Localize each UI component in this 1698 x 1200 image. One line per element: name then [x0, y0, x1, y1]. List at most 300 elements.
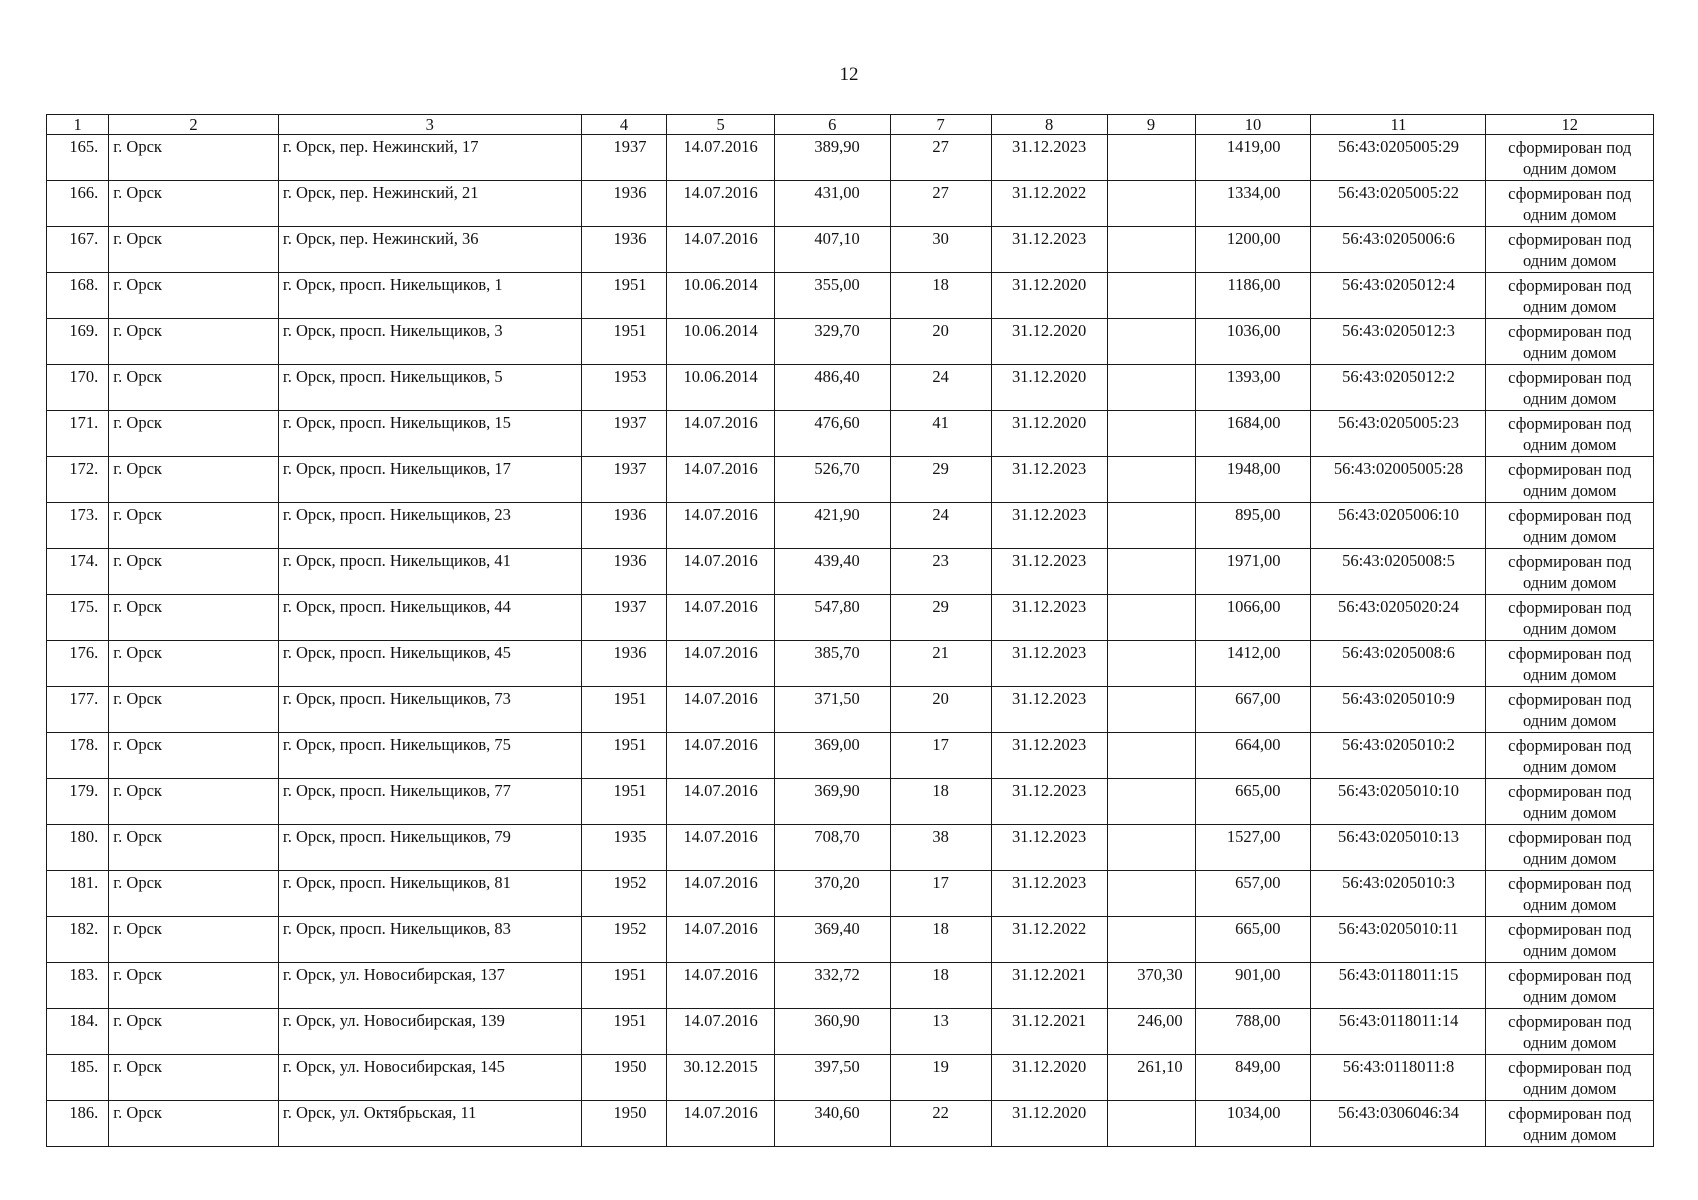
- locality-cell: г. Орск: [109, 1055, 279, 1101]
- deadline-cell: 31.12.2020: [991, 319, 1107, 365]
- residents-cell: 20: [890, 319, 991, 365]
- area-cell: 369,00: [774, 733, 890, 779]
- col9-value-cell: [1107, 319, 1195, 365]
- col9-value-cell: [1107, 595, 1195, 641]
- row-index-cell: 186.: [47, 1101, 109, 1147]
- row-index-cell: 171.: [47, 411, 109, 457]
- cadastral-number-cell: 56:43:0205006:6: [1311, 227, 1486, 273]
- note-cell: сформирован под одним домом: [1486, 779, 1654, 825]
- address-cell: г. Орск, ул. Новосибирская, 137: [278, 963, 581, 1009]
- row-index-cell: 174.: [47, 549, 109, 595]
- column-header-3: 3: [278, 115, 581, 135]
- column-header-1: 1: [47, 115, 109, 135]
- address-cell: г. Орск, ул. Новосибирская, 139: [278, 1009, 581, 1055]
- column-header-7: 7: [890, 115, 991, 135]
- locality-cell: г. Орск: [109, 963, 279, 1009]
- area-cell: 547,80: [774, 595, 890, 641]
- deadline-cell: 31.12.2023: [991, 687, 1107, 733]
- locality-cell: г. Орск: [109, 227, 279, 273]
- col9-value-cell: [1107, 733, 1195, 779]
- locality-cell: г. Орск: [109, 871, 279, 917]
- locality-cell: г. Орск: [109, 1009, 279, 1055]
- residents-cell: 13: [890, 1009, 991, 1055]
- col9-value-cell: [1107, 549, 1195, 595]
- date-cell: 14.07.2016: [667, 135, 774, 181]
- deadline-cell: 31.12.2023: [991, 457, 1107, 503]
- deadline-cell: 31.12.2021: [991, 1009, 1107, 1055]
- area-cell: 397,50: [774, 1055, 890, 1101]
- column-header-12: 12: [1486, 115, 1654, 135]
- col9-value-cell: [1107, 687, 1195, 733]
- page-number: 12: [839, 64, 859, 85]
- area-cell: 486,40: [774, 365, 890, 411]
- area-cell: 355,00: [774, 273, 890, 319]
- cadastral-number-cell: 56:43:0205008:5: [1311, 549, 1486, 595]
- row-index-cell: 185.: [47, 1055, 109, 1101]
- col9-value-cell: [1107, 181, 1195, 227]
- area-cell: 385,70: [774, 641, 890, 687]
- area-cell: 389,90: [774, 135, 890, 181]
- table-row: [47, 135, 1654, 181]
- address-cell: г. Орск, ул. Октябрьская, 11: [278, 1101, 581, 1147]
- col9-value-cell: [1107, 871, 1195, 917]
- area-cell: 407,10: [774, 227, 890, 273]
- residents-cell: 23: [890, 549, 991, 595]
- area-cell: 370,20: [774, 871, 890, 917]
- residents-cell: 18: [890, 963, 991, 1009]
- cadastral-number-cell: 56:43:0205010:2: [1311, 733, 1486, 779]
- row-index-cell: 178.: [47, 733, 109, 779]
- date-cell: 14.07.2016: [667, 825, 774, 871]
- deadline-cell: 31.12.2020: [991, 411, 1107, 457]
- area-cell: 421,90: [774, 503, 890, 549]
- date-cell: 14.07.2016: [667, 917, 774, 963]
- table-row: [47, 457, 1654, 503]
- year-cell: 1951: [581, 733, 667, 779]
- year-cell: 1937: [581, 411, 667, 457]
- land-area-cell: 895,00: [1195, 503, 1311, 549]
- date-cell: 14.07.2016: [667, 411, 774, 457]
- row-index-cell: 177.: [47, 687, 109, 733]
- land-area-cell: 665,00: [1195, 917, 1311, 963]
- residents-cell: 38: [890, 825, 991, 871]
- cadastral-number-cell: 56:43:0205005:22: [1311, 181, 1486, 227]
- date-cell: 14.07.2016: [667, 181, 774, 227]
- area-cell: 332,72: [774, 963, 890, 1009]
- deadline-cell: 31.12.2023: [991, 227, 1107, 273]
- table-row: [47, 825, 1654, 871]
- note-cell: сформирован под одним домом: [1486, 365, 1654, 411]
- address-cell: г. Орск, просп. Никельщиков, 1: [278, 273, 581, 319]
- locality-cell: г. Орск: [109, 1101, 279, 1147]
- land-area-cell: 1971,00: [1195, 549, 1311, 595]
- table-row: [47, 641, 1654, 687]
- address-cell: г. Орск, просп. Никельщиков, 81: [278, 871, 581, 917]
- locality-cell: г. Орск: [109, 641, 279, 687]
- date-cell: 14.07.2016: [667, 733, 774, 779]
- column-header-8: 8: [991, 115, 1107, 135]
- deadline-cell: 31.12.2023: [991, 779, 1107, 825]
- address-cell: г. Орск, просп. Никельщиков, 73: [278, 687, 581, 733]
- locality-cell: г. Орск: [109, 273, 279, 319]
- date-cell: 14.07.2016: [667, 227, 774, 273]
- date-cell: 14.07.2016: [667, 871, 774, 917]
- col9-value-cell: [1107, 457, 1195, 503]
- row-index-cell: 168.: [47, 273, 109, 319]
- table-row: [47, 733, 1654, 779]
- land-area-cell: 1419,00: [1195, 135, 1311, 181]
- cadastral-number-cell: 56:43:0306046:34: [1311, 1101, 1486, 1147]
- row-index-cell: 180.: [47, 825, 109, 871]
- date-cell: 10.06.2014: [667, 319, 774, 365]
- note-cell: сформирован под одним домом: [1486, 733, 1654, 779]
- cadastral-number-cell: 56:43:0118011:14: [1311, 1009, 1486, 1055]
- residents-cell: 41: [890, 411, 991, 457]
- residents-cell: 27: [890, 135, 991, 181]
- deadline-cell: 31.12.2021: [991, 963, 1107, 1009]
- column-header-11: 11: [1311, 115, 1486, 135]
- note-cell: сформирован под одним домом: [1486, 319, 1654, 365]
- row-index-cell: 179.: [47, 779, 109, 825]
- year-cell: 1951: [581, 273, 667, 319]
- row-index-cell: 167.: [47, 227, 109, 273]
- note-cell: сформирован под одним домом: [1486, 1055, 1654, 1101]
- col9-value-cell: 246,00: [1107, 1009, 1195, 1055]
- col9-value-cell: [1107, 825, 1195, 871]
- col9-value-cell: [1107, 641, 1195, 687]
- land-area-cell: 1066,00: [1195, 595, 1311, 641]
- cadastral-number-cell: 56:43:0205020:24: [1311, 595, 1486, 641]
- area-cell: 371,50: [774, 687, 890, 733]
- area-cell: 439,40: [774, 549, 890, 595]
- year-cell: 1952: [581, 871, 667, 917]
- deadline-cell: 31.12.2023: [991, 549, 1107, 595]
- cadastral-number-cell: 56:43:0205012:4: [1311, 273, 1486, 319]
- cadastral-number-cell: 56:43:0205010:3: [1311, 871, 1486, 917]
- row-index-cell: 175.: [47, 595, 109, 641]
- deadline-cell: 31.12.2023: [991, 825, 1107, 871]
- area-cell: 369,90: [774, 779, 890, 825]
- note-cell: сформирован под одним домом: [1486, 1009, 1654, 1055]
- cadastral-number-cell: 56:43:0205010:10: [1311, 779, 1486, 825]
- date-cell: 30.12.2015: [667, 1055, 774, 1101]
- table-row: [47, 319, 1654, 365]
- row-index-cell: 181.: [47, 871, 109, 917]
- area-cell: 329,70: [774, 319, 890, 365]
- locality-cell: г. Орск: [109, 733, 279, 779]
- col9-value-cell: [1107, 779, 1195, 825]
- column-header-9: 9: [1107, 115, 1195, 135]
- year-cell: 1936: [581, 181, 667, 227]
- date-cell: 14.07.2016: [667, 963, 774, 1009]
- date-cell: 14.07.2016: [667, 457, 774, 503]
- land-area-cell: 664,00: [1195, 733, 1311, 779]
- address-cell: г. Орск, пер. Нежинский, 17: [278, 135, 581, 181]
- deadline-cell: 31.12.2023: [991, 503, 1107, 549]
- note-cell: сформирован под одним домом: [1486, 1101, 1654, 1147]
- residents-cell: 29: [890, 457, 991, 503]
- locality-cell: г. Орск: [109, 411, 279, 457]
- col9-value-cell: [1107, 365, 1195, 411]
- land-area-cell: 1186,00: [1195, 273, 1311, 319]
- year-cell: 1937: [581, 135, 667, 181]
- table-row: [47, 227, 1654, 273]
- land-area-cell: 1034,00: [1195, 1101, 1311, 1147]
- col9-value-cell: [1107, 1101, 1195, 1147]
- note-cell: сформирован под одним домом: [1486, 457, 1654, 503]
- table-row: [47, 963, 1654, 1009]
- cadastral-number-cell: 56:43:0205006:10: [1311, 503, 1486, 549]
- address-cell: г. Орск, просп. Никельщиков, 41: [278, 549, 581, 595]
- address-cell: г. Орск, просп. Никельщиков, 17: [278, 457, 581, 503]
- land-area-cell: 665,00: [1195, 779, 1311, 825]
- locality-cell: г. Орск: [109, 181, 279, 227]
- row-index-cell: 183.: [47, 963, 109, 1009]
- year-cell: 1953: [581, 365, 667, 411]
- year-cell: 1950: [581, 1055, 667, 1101]
- residents-cell: 17: [890, 733, 991, 779]
- col9-value-cell: [1107, 917, 1195, 963]
- year-cell: 1951: [581, 779, 667, 825]
- land-area-cell: 1334,00: [1195, 181, 1311, 227]
- row-index-cell: 172.: [47, 457, 109, 503]
- row-index-cell: 170.: [47, 365, 109, 411]
- residents-cell: 18: [890, 779, 991, 825]
- land-area-cell: 1412,00: [1195, 641, 1311, 687]
- locality-cell: г. Орск: [109, 503, 279, 549]
- table-row: [47, 411, 1654, 457]
- year-cell: 1935: [581, 825, 667, 871]
- deadline-cell: 31.12.2020: [991, 273, 1107, 319]
- note-cell: сформирован под одним домом: [1486, 595, 1654, 641]
- date-cell: 14.07.2016: [667, 1009, 774, 1055]
- cadastral-number-cell: 56:43:0205012:3: [1311, 319, 1486, 365]
- year-cell: 1951: [581, 1009, 667, 1055]
- locality-cell: г. Орск: [109, 595, 279, 641]
- residents-cell: 20: [890, 687, 991, 733]
- land-area-cell: 1036,00: [1195, 319, 1311, 365]
- cadastral-number-cell: 56:43:0205010:9: [1311, 687, 1486, 733]
- table-row: [47, 503, 1654, 549]
- address-cell: г. Орск, просп. Никельщиков, 23: [278, 503, 581, 549]
- housing-registry-table: [46, 114, 1654, 1147]
- address-cell: г. Орск, пер. Нежинский, 36: [278, 227, 581, 273]
- column-header-2: 2: [109, 115, 279, 135]
- locality-cell: г. Орск: [109, 549, 279, 595]
- row-index-cell: 166.: [47, 181, 109, 227]
- land-area-cell: 788,00: [1195, 1009, 1311, 1055]
- year-cell: 1952: [581, 917, 667, 963]
- address-cell: г. Орск, просп. Никельщиков, 5: [278, 365, 581, 411]
- area-cell: 360,90: [774, 1009, 890, 1055]
- table-row: [47, 549, 1654, 595]
- address-cell: г. Орск, просп. Никельщиков, 77: [278, 779, 581, 825]
- deadline-cell: 31.12.2020: [991, 1101, 1107, 1147]
- land-area-cell: 657,00: [1195, 871, 1311, 917]
- land-area-cell: 1527,00: [1195, 825, 1311, 871]
- note-cell: сформирован под одним домом: [1486, 549, 1654, 595]
- table-row: [47, 181, 1654, 227]
- address-cell: г. Орск, просп. Никельщиков, 79: [278, 825, 581, 871]
- row-index-cell: 173.: [47, 503, 109, 549]
- cadastral-number-cell: 56:43:0118011:15: [1311, 963, 1486, 1009]
- date-cell: 10.06.2014: [667, 365, 774, 411]
- deadline-cell: 31.12.2020: [991, 365, 1107, 411]
- deadline-cell: 31.12.2023: [991, 135, 1107, 181]
- locality-cell: г. Орск: [109, 365, 279, 411]
- col9-value-cell: 261,10: [1107, 1055, 1195, 1101]
- column-header-5: 5: [667, 115, 774, 135]
- row-index-cell: 176.: [47, 641, 109, 687]
- table-body: [47, 135, 1654, 1147]
- cadastral-number-cell: 56:43:0205008:6: [1311, 641, 1486, 687]
- locality-cell: г. Орск: [109, 779, 279, 825]
- year-cell: 1951: [581, 963, 667, 1009]
- land-area-cell: 849,00: [1195, 1055, 1311, 1101]
- date-cell: 14.07.2016: [667, 549, 774, 595]
- note-cell: сформирован под одним домом: [1486, 871, 1654, 917]
- table-row: [47, 687, 1654, 733]
- locality-cell: г. Орск: [109, 917, 279, 963]
- residents-cell: 30: [890, 227, 991, 273]
- address-cell: г. Орск, просп. Никельщиков, 83: [278, 917, 581, 963]
- year-cell: 1937: [581, 457, 667, 503]
- year-cell: 1937: [581, 595, 667, 641]
- address-cell: г. Орск, просп. Никельщиков, 75: [278, 733, 581, 779]
- residents-cell: 22: [890, 1101, 991, 1147]
- note-cell: сформирован под одним домом: [1486, 411, 1654, 457]
- table-row: [47, 917, 1654, 963]
- row-index-cell: 184.: [47, 1009, 109, 1055]
- residents-cell: 24: [890, 365, 991, 411]
- year-cell: 1936: [581, 227, 667, 273]
- year-cell: 1936: [581, 549, 667, 595]
- area-cell: 369,40: [774, 917, 890, 963]
- column-header-6: 6: [774, 115, 890, 135]
- row-index-cell: 169.: [47, 319, 109, 365]
- deadline-cell: 31.12.2023: [991, 595, 1107, 641]
- locality-cell: г. Орск: [109, 825, 279, 871]
- area-cell: 340,60: [774, 1101, 890, 1147]
- table-row: [47, 273, 1654, 319]
- land-area-cell: 667,00: [1195, 687, 1311, 733]
- land-area-cell: 1393,00: [1195, 365, 1311, 411]
- date-cell: 14.07.2016: [667, 595, 774, 641]
- residents-cell: 21: [890, 641, 991, 687]
- note-cell: сформирован под одним домом: [1486, 825, 1654, 871]
- locality-cell: г. Орск: [109, 457, 279, 503]
- land-area-cell: 1684,00: [1195, 411, 1311, 457]
- address-cell: г. Орск, просп. Никельщиков, 44: [278, 595, 581, 641]
- locality-cell: г. Орск: [109, 687, 279, 733]
- table-row: [47, 365, 1654, 411]
- date-cell: 14.07.2016: [667, 687, 774, 733]
- row-index-cell: 165.: [47, 135, 109, 181]
- year-cell: 1951: [581, 319, 667, 365]
- deadline-cell: 31.12.2023: [991, 871, 1107, 917]
- area-cell: 431,00: [774, 181, 890, 227]
- deadline-cell: 31.12.2023: [991, 641, 1107, 687]
- address-cell: г. Орск, ул. Новосибирская, 145: [278, 1055, 581, 1101]
- note-cell: сформирован под одним домом: [1486, 687, 1654, 733]
- table-row: [47, 595, 1654, 641]
- note-cell: сформирован под одним домом: [1486, 181, 1654, 227]
- col9-value-cell: [1107, 135, 1195, 181]
- date-cell: 14.07.2016: [667, 779, 774, 825]
- row-index-cell: 182.: [47, 917, 109, 963]
- cadastral-number-cell: 56:43:0205010:13: [1311, 825, 1486, 871]
- note-cell: сформирован под одним домом: [1486, 135, 1654, 181]
- column-number-row: [47, 115, 1654, 135]
- address-cell: г. Орск, пер. Нежинский, 21: [278, 181, 581, 227]
- address-cell: г. Орск, просп. Никельщиков, 15: [278, 411, 581, 457]
- deadline-cell: 31.12.2022: [991, 917, 1107, 963]
- area-cell: 476,60: [774, 411, 890, 457]
- deadline-cell: 31.12.2020: [991, 1055, 1107, 1101]
- column-header-4: 4: [581, 115, 667, 135]
- date-cell: 14.07.2016: [667, 503, 774, 549]
- year-cell: 1936: [581, 503, 667, 549]
- col9-value-cell: [1107, 503, 1195, 549]
- table-row: [47, 1055, 1654, 1101]
- note-cell: сформирован под одним домом: [1486, 641, 1654, 687]
- col9-value-cell: 370,30: [1107, 963, 1195, 1009]
- col9-value-cell: [1107, 273, 1195, 319]
- col9-value-cell: [1107, 411, 1195, 457]
- deadline-cell: 31.12.2023: [991, 733, 1107, 779]
- address-cell: г. Орск, просп. Никельщиков, 3: [278, 319, 581, 365]
- residents-cell: 18: [890, 917, 991, 963]
- residents-cell: 27: [890, 181, 991, 227]
- note-cell: сформирован под одним домом: [1486, 227, 1654, 273]
- note-cell: сформирован под одним домом: [1486, 963, 1654, 1009]
- col9-value-cell: [1107, 227, 1195, 273]
- cadastral-number-cell: 56:43:0118011:8: [1311, 1055, 1486, 1101]
- residents-cell: 29: [890, 595, 991, 641]
- land-area-cell: 901,00: [1195, 963, 1311, 1009]
- cadastral-number-cell: 56:43:0205005:23: [1311, 411, 1486, 457]
- column-header-10: 10: [1195, 115, 1311, 135]
- residents-cell: 19: [890, 1055, 991, 1101]
- year-cell: 1936: [581, 641, 667, 687]
- residents-cell: 18: [890, 273, 991, 319]
- year-cell: 1950: [581, 1101, 667, 1147]
- note-cell: сформирован под одним домом: [1486, 503, 1654, 549]
- date-cell: 10.06.2014: [667, 273, 774, 319]
- cadastral-number-cell: 56:43:0205012:2: [1311, 365, 1486, 411]
- residents-cell: 17: [890, 871, 991, 917]
- land-area-cell: 1948,00: [1195, 457, 1311, 503]
- table-row: [47, 779, 1654, 825]
- residents-cell: 24: [890, 503, 991, 549]
- year-cell: 1951: [581, 687, 667, 733]
- address-cell: г. Орск, просп. Никельщиков, 45: [278, 641, 581, 687]
- locality-cell: г. Орск: [109, 319, 279, 365]
- note-cell: сформирован под одним домом: [1486, 273, 1654, 319]
- cadastral-number-cell: 56:43:0205010:11: [1311, 917, 1486, 963]
- land-area-cell: 1200,00: [1195, 227, 1311, 273]
- table-row: [47, 1101, 1654, 1147]
- cadastral-number-cell: 56:43:02005005:28: [1311, 457, 1486, 503]
- area-cell: 708,70: [774, 825, 890, 871]
- table-row: [47, 1009, 1654, 1055]
- date-cell: 14.07.2016: [667, 1101, 774, 1147]
- cadastral-number-cell: 56:43:0205005:29: [1311, 135, 1486, 181]
- table-row: [47, 871, 1654, 917]
- area-cell: 526,70: [774, 457, 890, 503]
- note-cell: сформирован под одним домом: [1486, 917, 1654, 963]
- date-cell: 14.07.2016: [667, 641, 774, 687]
